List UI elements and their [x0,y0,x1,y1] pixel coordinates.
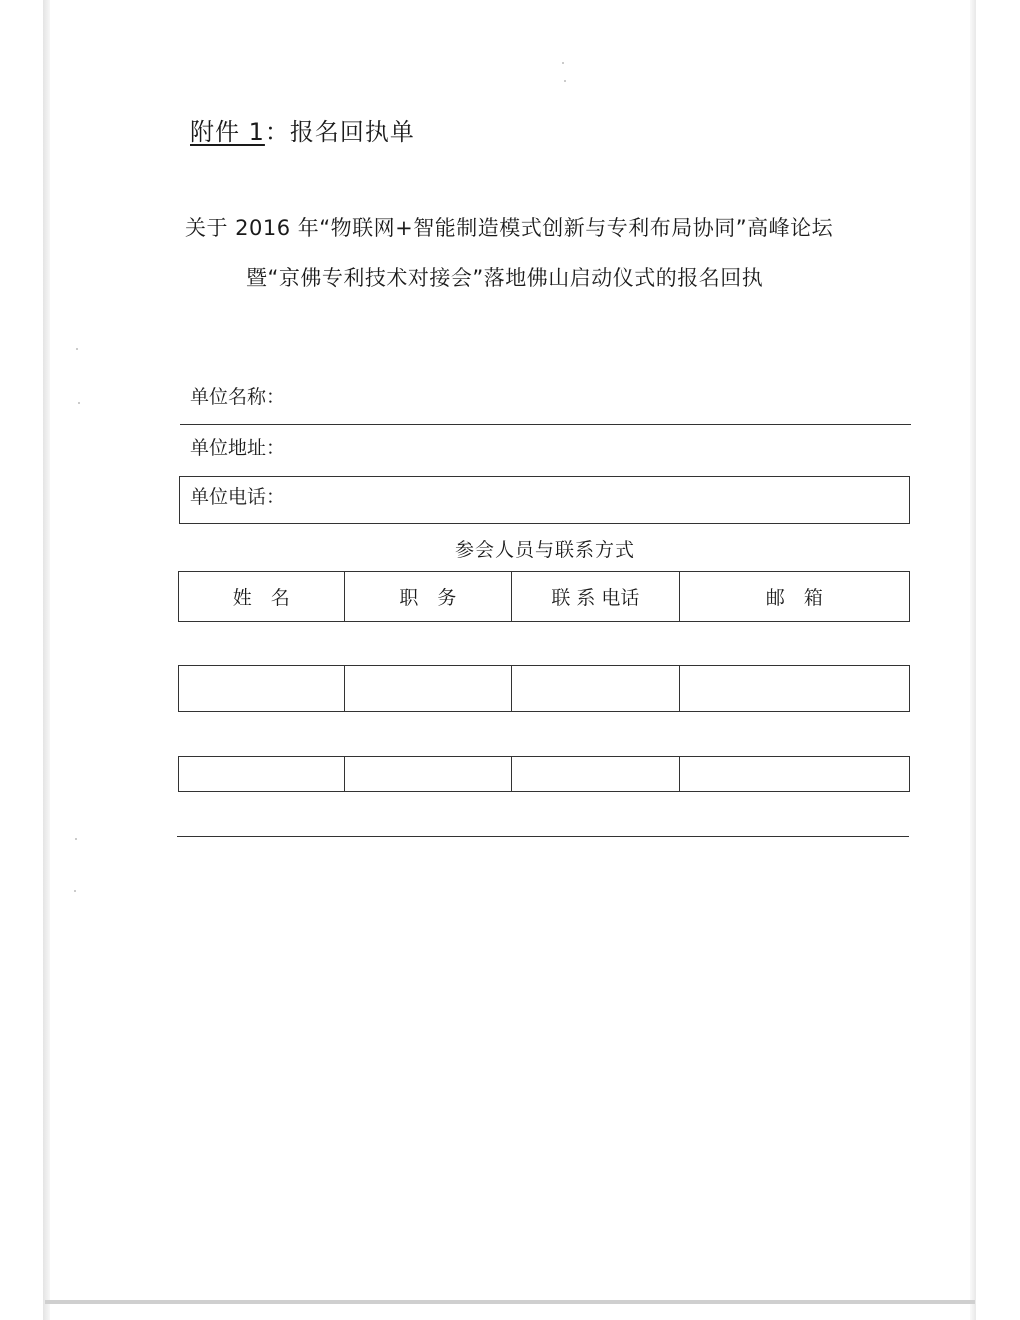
column-header-email: 邮 箱 [765,587,823,609]
scan-speck [74,890,76,892]
column-header-name: 姓 名 [179,572,345,621]
bottom-rule [177,836,909,837]
scan-edge-bottom [45,1300,975,1304]
attachment-heading [190,112,415,147]
attachment-number: 附件 1 [190,118,265,146]
unit-name-label: 单位名称： [190,386,286,408]
table-row [178,756,910,792]
unit-phone-field[interactable] [179,476,910,524]
unit-name-line[interactable] [180,424,911,425]
name-cell[interactable] [179,757,345,791]
name-cell[interactable] [179,666,345,711]
email-cell[interactable] [680,666,909,711]
scan-speck [78,402,80,404]
unit-phone-label: 单位电话： [190,486,286,508]
column-header-phone: 联 系 电话 [512,572,680,621]
scan-speck [562,62,564,64]
document-title-line-2: 暨“京佛专利技术对接会”落地佛山启动仪式的报名回执 [246,266,764,290]
attachment-title: 报名回执单 [289,118,415,146]
phone-cell[interactable] [512,757,680,791]
attachment-separator: ： [264,118,290,146]
scan-speck [76,348,78,350]
phone-cell[interactable] [512,666,680,711]
scan-edge-right [970,0,976,1320]
document-title-line-1: 关于 2016 年“物联网+智能制造模式创新与专利布局协同”高峰论坛 [185,216,834,240]
position-cell[interactable] [345,666,513,711]
table-row [178,665,910,712]
participants-table-header [178,571,910,622]
scan-speck [75,838,77,840]
unit-address-label: 单位地址： [190,437,286,459]
column-header-position: 职 务 [345,572,513,621]
scan-edge-left [43,0,50,1320]
position-cell[interactable] [345,757,513,791]
participants-heading: 参会人员与联系方式 [454,539,635,561]
email-cell[interactable] [680,757,909,791]
scan-speck [564,80,566,82]
